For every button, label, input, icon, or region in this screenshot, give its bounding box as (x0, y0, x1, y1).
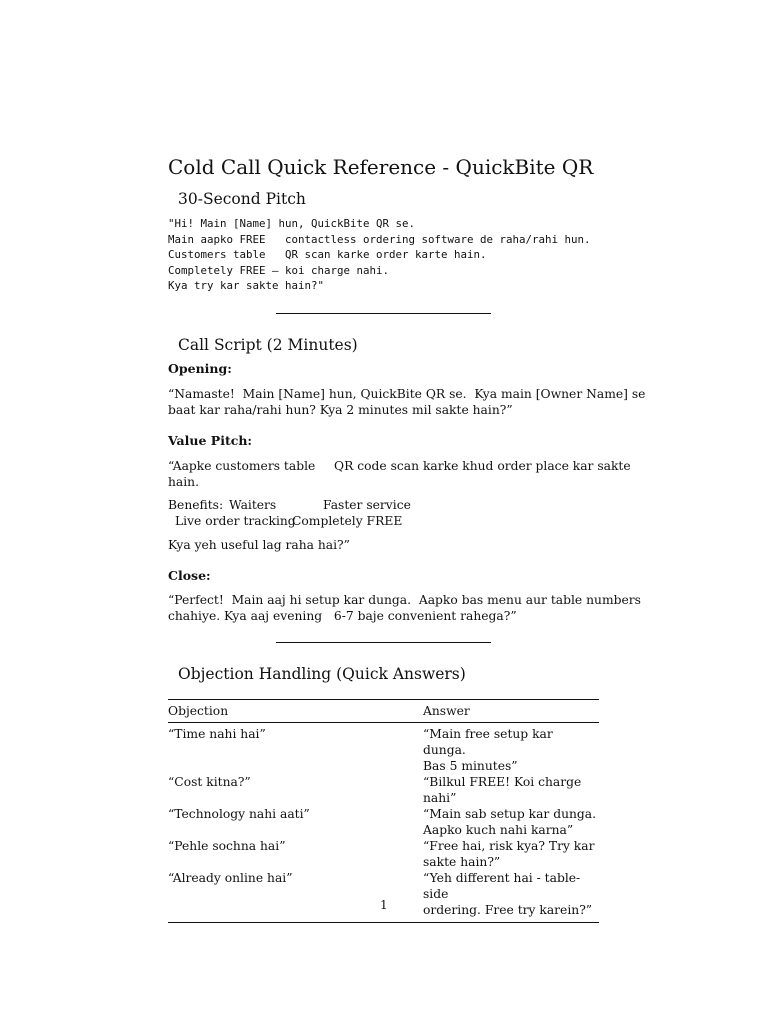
objection-cell: “Already online hai” (168, 870, 423, 923)
pitch-line: Kya try kar sakte hain?" (168, 279, 325, 292)
benefit-item: Faster service (323, 498, 411, 512)
value-question: Kya yeh useful lag raha hai?” (168, 538, 350, 552)
value-line-2: hain. (168, 475, 200, 489)
answer-line: “Yeh different hai - table-side (423, 871, 581, 901)
script-heading: Call Script (2 Minutes) (178, 336, 358, 354)
pitch-line: Customers table QR scan karke order karte hain. (168, 248, 487, 261)
answer-line: “Main sab setup kar dunga. (423, 807, 597, 821)
section-divider (276, 642, 491, 643)
table-row (168, 723, 599, 775)
pitch-text (168, 216, 591, 294)
pitch-line: Completely FREE – koi charge nahi. (168, 263, 390, 277)
close-line: chahiye. Kya aaj evening 6-7 baje convenient rahega?” (168, 609, 517, 623)
opening-label: Opening: (168, 361, 232, 376)
answer-cell (423, 870, 599, 923)
objections-heading: Objection Handling (Quick Answers) (178, 665, 466, 683)
value-pitch-label: Value Pitch: (168, 433, 253, 448)
benefit-item: Completely FREE (292, 514, 403, 528)
answer-cell (423, 723, 599, 775)
table-row (168, 838, 599, 870)
answer-cell (423, 838, 599, 870)
close-label: Close: (168, 568, 211, 583)
answer-line: “Main free setup kar dunga. (423, 727, 553, 757)
column-header: Answer (423, 700, 599, 723)
table-header-row (168, 700, 599, 723)
value-line-1a: “Aapke customers table (168, 459, 316, 473)
objection-cell: “Time nahi hai” (168, 727, 266, 741)
objection-cell: “Pehle sochna hai” (168, 839, 286, 853)
answer-cell (423, 806, 599, 838)
answer-line: “Bilkul FREE! Koi charge nahi” (423, 775, 582, 805)
page-number: 1 (380, 898, 388, 912)
table-row (168, 870, 599, 923)
table-row (168, 774, 599, 806)
answer-line: Aapko kuch nahi karna” (423, 823, 574, 837)
close-line: “Perfect! Main aaj hi setup kar dunga. Aapko bas menu aur table numbers (168, 593, 641, 607)
objection-cell: “Cost kitna?” (168, 775, 251, 789)
close-text (168, 592, 641, 624)
pitch-line: Main aapko FREE contactless ordering software de raha/rahi hun. (168, 232, 591, 246)
opening-text (168, 386, 645, 418)
pitch-line: "Hi! Main [Name] hun, QuickBite QR se. (168, 217, 416, 230)
benefit-item: Waiters (229, 498, 277, 512)
benefit-item: Live order tracking (175, 514, 296, 528)
pitch-heading: 30-Second Pitch (178, 190, 306, 208)
opening-line: “Namaste! Main [Name] hun, QuickBite QR se. Kya main [Owner Name] se (168, 387, 646, 401)
value-line-1b: QR code scan karke khud order place kar sakte (334, 459, 631, 473)
opening-line: baat kar raha/rahi hun? Kya 2 minutes mil sakte hain?” (168, 403, 513, 417)
objection-table (168, 699, 599, 923)
column-header: Objection (168, 700, 423, 723)
table-row (168, 806, 599, 838)
answer-line: sakte hain?” (423, 855, 501, 869)
benefits-label: Benefits: (168, 498, 224, 512)
answer-line: “Free hai, risk kya? Try kar (423, 839, 595, 853)
objection-cell: “Technology nahi aati” (168, 807, 310, 821)
section-divider (276, 313, 491, 314)
answer-line: ordering. Free try karein?” (423, 903, 593, 917)
page-title: Cold Call Quick Reference - QuickBite QR (168, 155, 594, 179)
answer-cell (423, 774, 599, 806)
answer-line: Bas 5 minutes” (423, 759, 518, 773)
